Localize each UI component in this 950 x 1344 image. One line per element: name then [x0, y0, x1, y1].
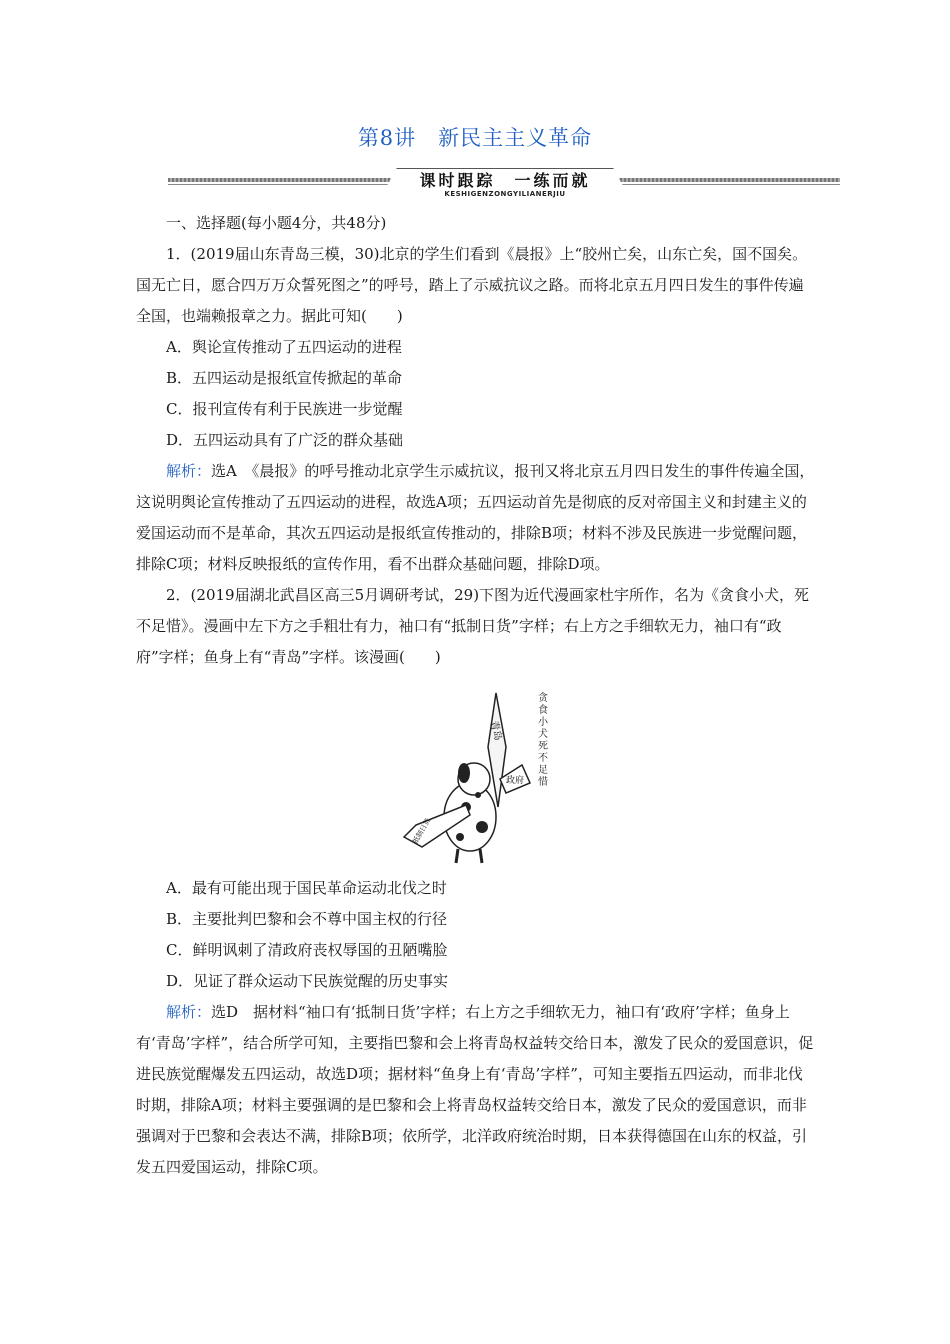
dog-spot [456, 833, 464, 841]
analysis-text: 选D 据材料“袖口有‘抵制日货’字样；右上方之手细软无力，袖口有‘政府’字样；鱼身上有‘青岛’字样”，结合所学可知，主要指巴黎和会上将青岛权益转交给日本，激发了民众的爱国意识，促进民族觉醒爆发五四运动，故选D项；据材料“鱼身上有‘青岛’字样”，可知主要指五四运动，而非北伐时期，排除A项；材料主要强调的是巴黎和会上将青岛权益转交给日本，激发了民众的爱国意识，而非强调对于巴黎和会表达不满，排除B项；依所学，北洋政府统治时期，日本获得德国在山东的权益，引发五四爱国运动，排除C项。 [136, 1003, 814, 1176]
question-1-option-b: B．五四运动是报纸宣传掀起的革命 [166, 369, 403, 387]
dog-leg [480, 849, 482, 863]
question-2-analysis [136, 997, 816, 1183]
cartoon-caption-char: 足 [538, 765, 548, 776]
banner-text: 课时跟踪 一练而就 [419, 171, 591, 190]
cartoon-caption-char: 惜 [538, 777, 548, 788]
question-1-option-d: D．五四运动具有了广泛的群众基础 [166, 431, 404, 449]
question-1-stem: 1．(2019届山东青岛三模，30)北京的学生们看到《晨报》上“胶州亡矣，山东亡矣，国不国矣。国无亡日，愿合四万万众誓死图之”的呼号，踏上了示威抗议之路。而将北京五月四日发生的事件传遍全国，也端赖报章之力。据此可知( ) [136, 245, 808, 325]
question-2-option-a: A．最有可能出现于国民革命运动北伐之时 [166, 879, 447, 897]
fish-label: 青岛 [487, 719, 504, 742]
right-cuff-label: 政府 [506, 776, 525, 786]
cartoon-figure [136, 687, 816, 867]
question-2-option-d: D．见证了群众运动下民族觉醒的历史事实 [166, 972, 449, 990]
analysis-label: 解析： [166, 462, 212, 480]
fish-shape [488, 693, 506, 807]
page-title: 第8讲 新民主主义革命 [357, 126, 593, 150]
dog-ear [458, 763, 470, 783]
question-2-option-b: B．主要批判巴黎和会不尊中国主权的行径 [166, 910, 448, 928]
cartoon-caption-char: 小 [538, 717, 548, 728]
document-body [136, 208, 816, 1183]
section-heading: 一、选择题(每小题4分，共48分) [166, 214, 387, 232]
question-1-option-c: C．报刊宣传有利于民族进一步觉醒 [166, 400, 403, 418]
section-banner [168, 168, 840, 202]
cartoon-caption-char: 死 [538, 741, 548, 752]
analysis-text: 选A 《晨报》的呼号推动北京学生示威抗议，报刊又将北京五月四日发生的事件传遍全国，这说明舆论宣传推动了五四运动的进程，故选A项；五四运动首先是彻底的反对帝国主义和封建主义的爱国运动而不是革命，其次五四运动是报纸宣传推动的，排除B项；材料不涉及民族进一步觉醒问题，排除C项；材料反映报纸的宣传作用，看不出群众基础问题，排除D项。 [136, 462, 815, 573]
dog-spot [475, 792, 481, 798]
question-1-option-a: A．舆论宣传推动了五四运动的进程 [166, 338, 402, 356]
banner-subtext: KESHIGENZONGYILIANERJIU [444, 190, 566, 198]
question-1-analysis [136, 456, 816, 580]
cartoon-illustration [396, 687, 556, 867]
question-2-stem: 2．(2019届湖北武昌区高三5月调研考试，29)下图为近代漫画家杜宇所作，名为《贪食小犬，死不足惜》。漫画中左下方之手粗壮有力，袖口有“抵制日货”字样；右上方之手细软无力，袖口有“政府”字样；鱼身上有“青岛”字样。该漫画( ) [136, 586, 810, 666]
cartoon-caption-char: 不 [538, 753, 548, 764]
dog-spot [476, 821, 488, 833]
analysis-label: 解析： [166, 1003, 212, 1021]
cartoon-caption-char: 犬 [538, 729, 548, 740]
cartoon-caption-char: 贪 [538, 693, 548, 704]
left-cuff-label: 抵制日货 [411, 816, 433, 846]
dog-leg [456, 849, 458, 863]
question-2-option-c: C．鲜明讽刺了清政府丧权辱国的丑陋嘴脸 [166, 941, 448, 959]
cartoon-caption-char: 食 [538, 705, 548, 716]
